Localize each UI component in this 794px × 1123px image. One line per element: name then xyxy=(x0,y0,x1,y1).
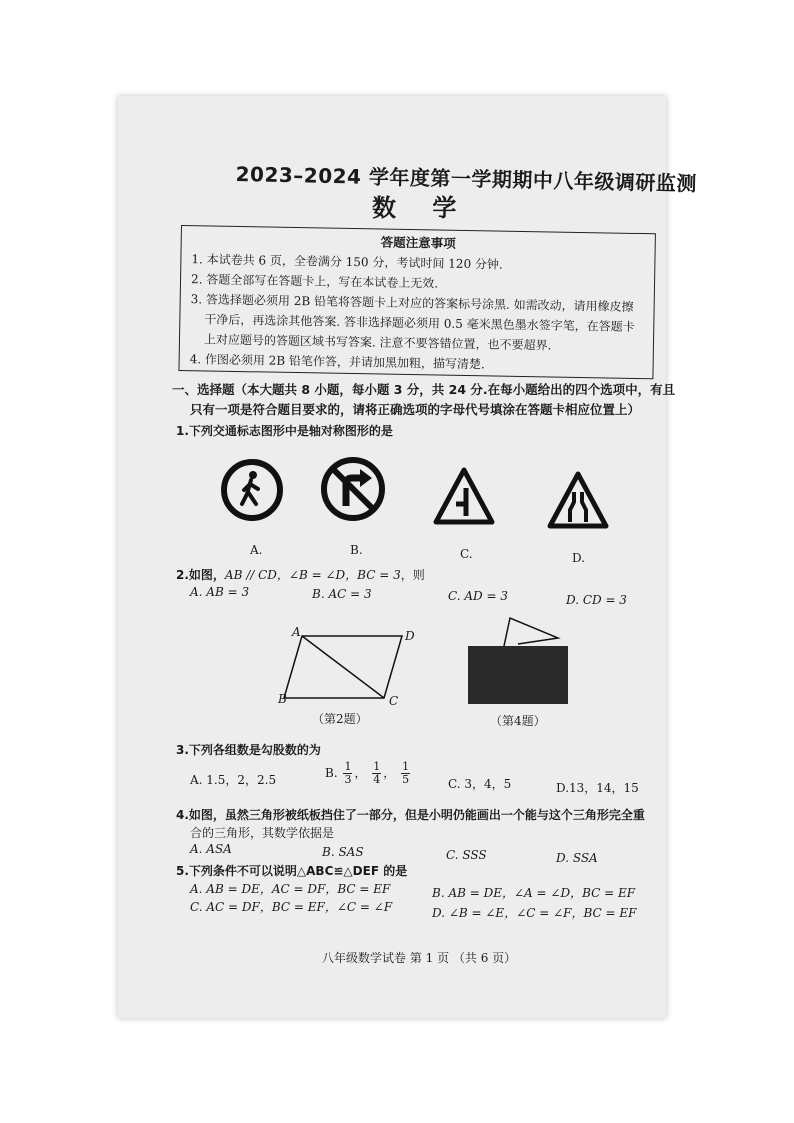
notice-item-2: 2. 答题全部写在答题卡上，写在本试卷上无效. xyxy=(190,272,439,291)
q4-option-b: B. SAS xyxy=(322,845,364,859)
q1-option-c-label: C. xyxy=(460,547,473,561)
q2-stem: 2.如图，AB // CD，∠B = ∠D，BC = 3，则 xyxy=(176,568,425,582)
q3-fraction-2: $\frac{1}{4}$ xyxy=(373,760,381,786)
q1-stem: 1.下列交通标志图形中是轴对称图形的是 xyxy=(176,424,393,438)
notice-item-3-cont1: 干净后，再选涂其他答案. 答非选择题必须用 0.5 毫米黑色墨水签字笔，在答题卡 xyxy=(204,312,635,334)
q5-stem: 5.下列条件不可以说明△ABC≌△DEF 的是 xyxy=(176,864,408,878)
q2-point-b: B xyxy=(278,692,287,706)
q3-option-a: A. 1.5，2，2.5 xyxy=(190,773,277,787)
q4-covered-triangle-figure xyxy=(464,612,574,708)
q4-option-c: C. SSS xyxy=(446,848,487,862)
q3-fraction-1: $\frac{1}{3}$ xyxy=(344,760,352,786)
subject-title: 数 学 xyxy=(372,194,471,222)
q2-point-a: A xyxy=(292,625,301,639)
section-heading-line1: 一、选择题（本大题共 8 小题，每小题 3 分，共 24 分.在每小题给出的四个选项中，有且 xyxy=(172,382,676,397)
q4-option-a: A. ASA xyxy=(190,842,232,856)
q4-stem-line1: 4.如图，虽然三角形被纸板挡住了一部分，但是小明仍能画出一个能与这个三角形完全重 xyxy=(176,808,645,822)
road-narrows-sign-icon xyxy=(546,470,610,530)
q1-option-b-label: B. xyxy=(350,543,363,557)
merge-warning-sign-icon xyxy=(432,466,496,526)
q5-option-a: A. AB = DE，AC = DF，BC = EF xyxy=(190,882,391,896)
q1-option-d-label: D. xyxy=(572,551,586,565)
q2-option-a: A. AB = 3 xyxy=(190,585,250,599)
notice-item-3: 3. 答选择题必须用 2B 铅笔将答题卡上对应的答案标号涂黑. 如需改动，请用橡皮擦 xyxy=(190,292,634,314)
notice-box xyxy=(178,225,655,379)
no-right-turn-sign-icon xyxy=(320,456,386,522)
notice-item-3-cont2: 上对应题号的答题区域书写答案. 注意不要答错位置，也不要超界. xyxy=(203,332,552,353)
pedestrian-sign-icon xyxy=(220,458,284,522)
q2-point-d: D xyxy=(405,629,415,643)
q3-option-c: C. 3，4，5 xyxy=(448,777,512,791)
q2-point-c: C xyxy=(389,694,399,708)
q3-fraction-3: $\frac{1}{5}$ xyxy=(402,760,410,786)
q2-option-c: C. AD = 3 xyxy=(448,589,508,603)
q2-option-b: B. AC = 3 xyxy=(312,587,372,601)
q5-option-c: C. AC = DF，BC = EF，∠C = ∠F xyxy=(190,900,393,914)
page-footer: 八年级数学试卷 第 1 页 （共 6 页） xyxy=(322,951,517,965)
q2-figure-caption: （第2题） xyxy=(312,712,368,726)
q4-option-d: D. SSA xyxy=(556,851,598,865)
section-heading-line2: 只有一项是符合题目要求的，请将正确选项的字母代号填涂在答题卡相应位置上） xyxy=(190,402,641,417)
q3-stem: 3.下列各组数是勾股数的为 xyxy=(176,743,321,757)
q1-option-a-label: A. xyxy=(250,543,263,557)
notice-item-1: 1. 本试卷共 6 页，全卷满分 150 分，考试时间 120 分钟. xyxy=(191,252,503,272)
q5-option-b: B. AB = DE，∠A = ∠D，BC = EF xyxy=(432,886,636,900)
notice-title: 答题注意事项 xyxy=(380,234,456,251)
exam-title: 2023–2024 学年度第一学期期中八年级调研监测 xyxy=(235,161,698,196)
q4-figure-caption: （第4题） xyxy=(490,714,546,728)
q2-option-d: D. CD = 3 xyxy=(566,593,627,607)
q4-stem-line2: 合的三角形，其数学依据是 xyxy=(190,826,335,840)
q3-option-b: B. $\frac{1}{3}$ ， $\frac{1}{4}$ ， $\frac{1}{5}$ xyxy=(325,760,410,786)
q3-option-d: D.13，14，15 xyxy=(556,781,639,795)
notice-item-4: 4. 作图必须用 2B 铅笔作答，并请加黑加粗，描写清楚. xyxy=(189,352,485,372)
q5-option-d: D. ∠B = ∠E，∠C = ∠F，BC = EF xyxy=(432,906,637,920)
